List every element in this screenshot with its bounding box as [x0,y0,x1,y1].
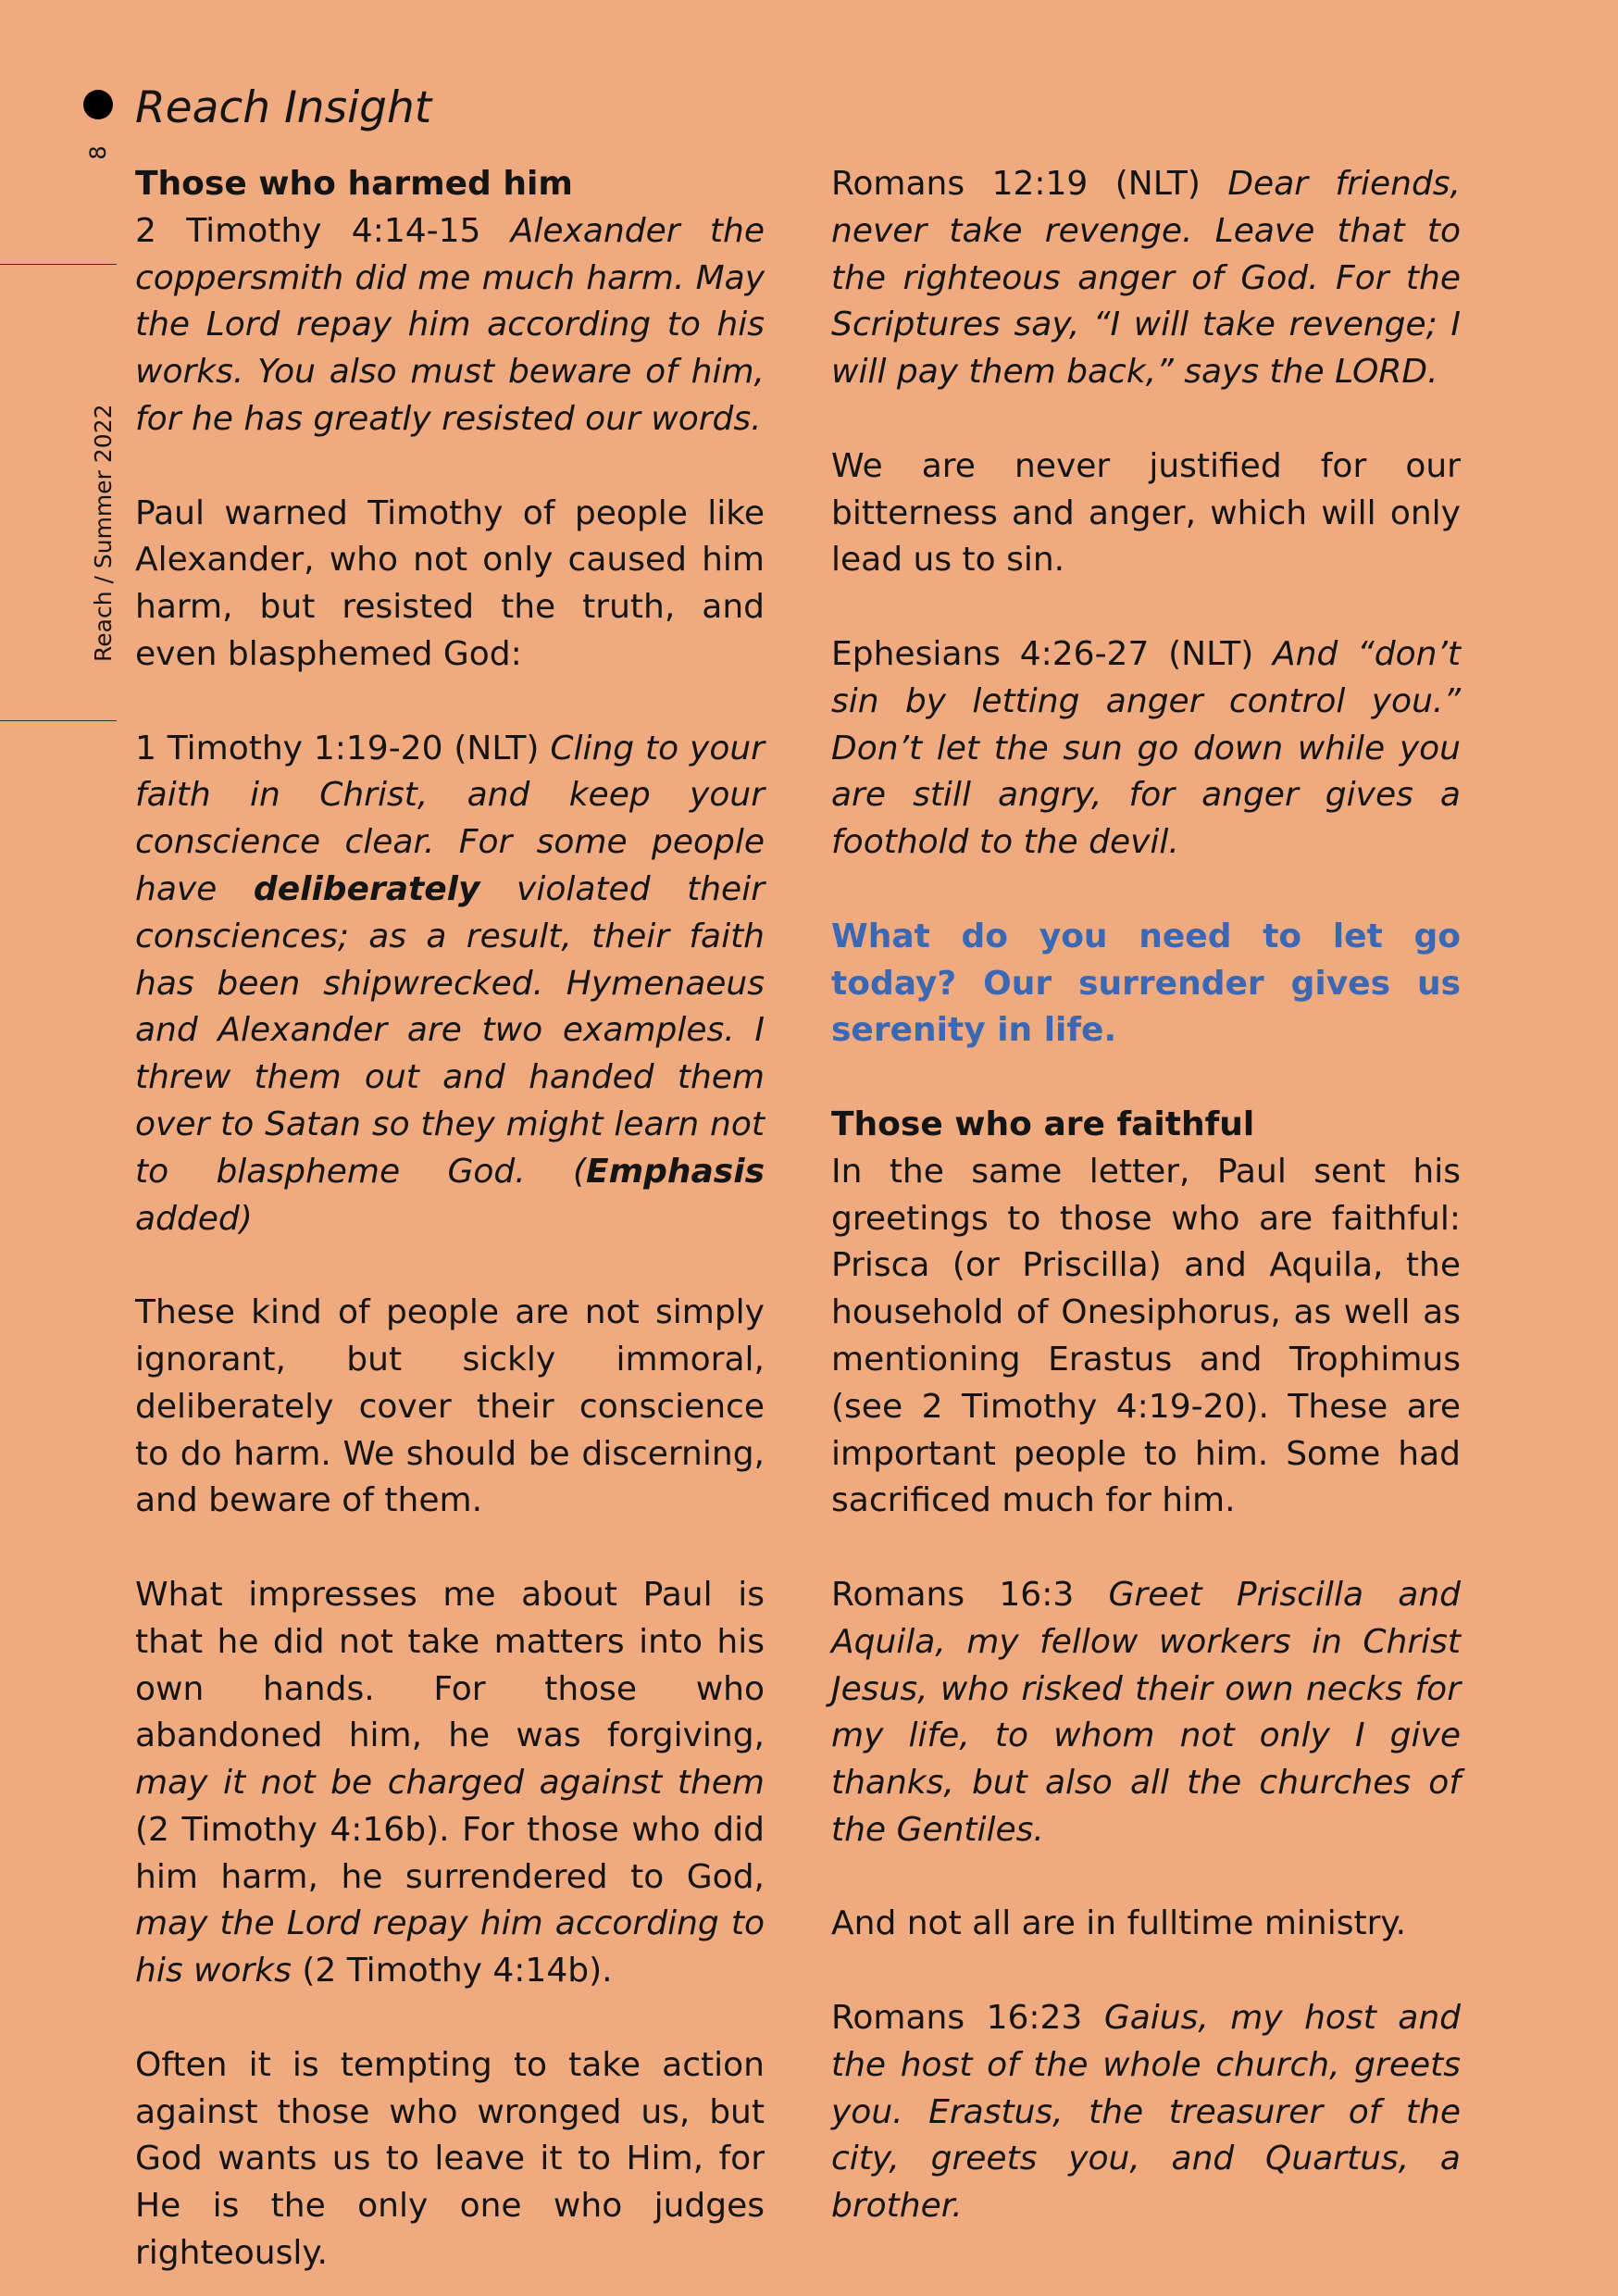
side-rule-bottom [0,720,117,721]
emphasis-word: deliberately [253,869,480,908]
side-rule-top [0,264,117,265]
scripture-reference: Ephesians 4:26-27 (NLT) [831,634,1274,673]
heading-harmed: Those who harmed him [135,165,573,203]
paragraph-1-timothy-1-19 [135,726,765,1243]
paragraph-romans-16-3 [831,1572,1461,1854]
scripture-reference: Romans 16:3 [831,1575,1109,1614]
scripture-quote: added) [135,1199,253,1238]
section-title: Reach Insight [135,82,432,133]
left-column [135,161,765,2277]
scripture-quote: Cling to your faith in Christ, and keep your conscience clear. For some people have [135,729,765,908]
paragraph-never-justified: We are never justified for our bitterness and anger, which will only lead us to sin. [831,446,1461,580]
page-number: 8 [85,145,111,160]
body-text: (2 Timothy 4:14b). [291,1952,613,1990]
header-dot-bullet [83,90,113,119]
running-footer-text: Reach / Summer 2022 [90,404,117,662]
callout-let-go: What do you need to let go today? Our surrender gives us serenity in life. [831,917,1461,1050]
paragraph-paul-impresses [135,1572,765,1995]
paragraph-romans-12-19 [831,161,1461,396]
scripture-quote: Gaius, my host and the host of the whole church, greets you. Erastus, the treasurer of the city, greets you, and Quartus, a brother. [831,1999,1461,2226]
inline-quote: may it not be charged against them [135,1764,765,1803]
paragraph-paul-warned: Paul warned Timothy of people like Alexander, who not only caused him harm, but resisted the truth, and even blasphemed God: [135,493,765,673]
scripture-quote: violated their consciences; as a result, their faith has been shipwrecked. Hymenaeus and Alexander are two examples. I threw them out and handed them over to Satan so they might learn not to blaspheme God. ( [135,869,765,1191]
scripture-reference: 2 Timothy 4:14-15 [135,211,511,250]
emphasis-word: Emphasis [586,1152,765,1191]
body-text: (2 Timothy 4:16b). For those who did him harm, he surrendered to God, [135,1810,765,1896]
paragraph-tempting: Often it is tempting to take action against those who wronged us, but God wants us to leave it to Him, for He is the only one who judges righteously. [135,2045,765,2273]
scripture-quote: Greet Priscilla and Aquila, my fellow workers in Christ Jesus, who risked their own necks for my life, to whom not only I give thanks, but also all the churches of the Gentiles. [831,1575,1461,1849]
paragraph-2-timothy-4-14 [135,208,765,443]
paragraph-not-all-fulltime: And not all are in fulltime ministry. [831,1904,1407,1943]
scripture-reference: Romans 16:23 [831,1999,1104,2038]
body-text: What impresses me about Paul is that he did not take matters into his own hands. For those who abandoned him, he was forgiving, [135,1575,765,1755]
paragraph-kind-of-people: These kind of people are not simply ignorant, but sickly immoral, deliberately cover their conscience to do harm. We should be discerning, and beware of them. [135,1293,765,1520]
paragraph-same-letter: In the same letter, Paul sent his greetings to those who are faithful: Prisca (or Priscilla) and Aquila, the household of Onesiphorus, as well as mentioning Erastus and Trophimus (see 2 Timothy 4:19-20). These are important people to him. Some had sacrificed much for him. [831,1152,1461,1520]
scripture-quote: Alexander the coppersmith did me much harm. May the Lord repay him according to his works. You also must beware of him, for he has greatly resisted our words. [135,211,765,438]
scripture-quote: And “don’t sin by letting anger control you.” Don’t let the sun go down while you are still angry, for anger gives a foothold to the devil. [831,634,1461,862]
inline-quote: may the Lord repay him according to his works [135,1904,765,1990]
right-column [831,161,1461,2230]
paragraph-romans-16-23 [831,1995,1461,2230]
scripture-reference: Romans 12:19 (NLT) [831,165,1228,203]
scripture-quote: Dear friends, never take revenge. Leave that to the righteous anger of God. For the Scriptures say, “I will take revenge; I will pay them back,” says the LORD. [831,165,1461,392]
heading-faithful: Those who are faithful [831,1104,1255,1143]
paragraph-ephesians-4-26 [831,631,1461,867]
scripture-reference: 1 Timothy 1:19-20 (NLT) [135,729,551,767]
